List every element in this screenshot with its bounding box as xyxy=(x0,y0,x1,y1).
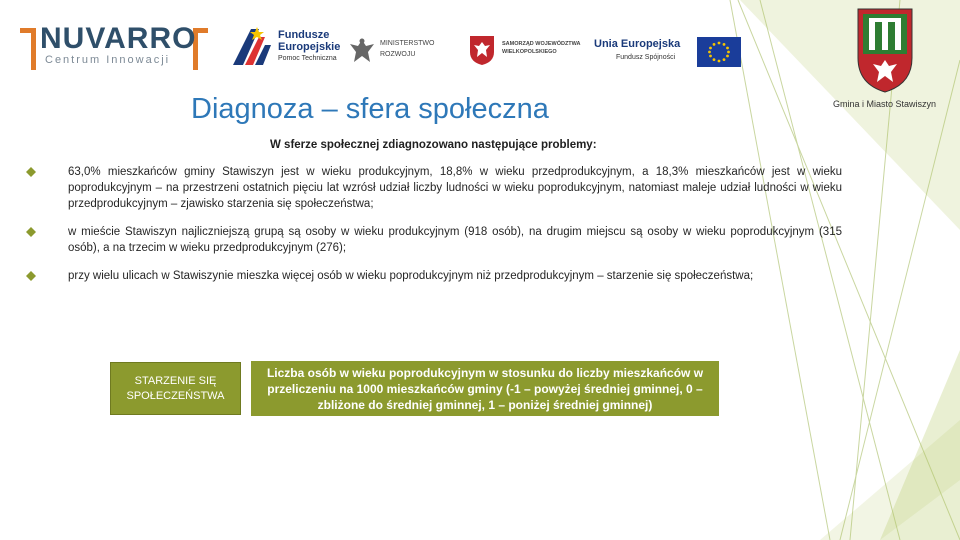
ministerstwo-line2: ROZWOJU xyxy=(380,51,416,58)
ministerstwo-rozwoju-logo xyxy=(348,36,468,68)
unia-subtitle: Fundusz Spójności xyxy=(616,54,676,61)
unia-europejska-logo xyxy=(594,35,739,71)
eu-flag-icon xyxy=(697,37,741,67)
diamond-bullet-icon xyxy=(26,271,36,281)
municipality-caption: Gmina i Miasto Stawiszyn xyxy=(833,99,937,109)
list-item xyxy=(26,224,842,256)
fundusze-title-2: Europejskie xyxy=(278,41,341,53)
indicator-description: Liczba osób w wieku poprodukcyjnym w stosunku do liczby mieszkańców w przeliczeniu na 1000 mieszkańców gminy (-1 – powyżej średniej gminnej, 0 – zbliżone do średniej gminnej, 1 – poniżej średniej gminnej) xyxy=(266,365,704,412)
indicator-description-box xyxy=(251,361,719,416)
fundusze-europejskie-logo xyxy=(233,25,343,65)
stawiszyn-coat-of-arms-icon xyxy=(855,6,915,94)
list-item-text: przy wielu ulicach w Stawiszynie mieszka więcej osób w wieku poprodukcyjnym niż przedprodukcyjnym – starzenie się społeczeństwa; xyxy=(68,270,754,282)
unia-title: Unia Europejska xyxy=(594,38,681,50)
list-item-text: w mieście Stawiszyn najliczniejszą grupą są osoby w wieku produkcyjnym (918 osób), na drugim miejscu są osoby w wieku poprodukcyjnym (315 osób), a na trzecim w wieku przedprodukcyjnym (276); xyxy=(68,226,842,254)
nuvarro-subtitle: Centrum Innowacji xyxy=(45,54,171,66)
problem-list xyxy=(26,164,842,296)
nuvarro-logo xyxy=(18,22,213,72)
list-item-text: 63,0% mieszkańców gminy Stawiszyn jest w wieku produkcyjnym, 18,8% w wieku przedprodukcyjnym, a 18,3% mieszkańców jest w wieku poprodukcyjnym – na przestrzeni ostatnich pięciu lat wzrósł udział liczby ludności w wieku poprodukcyjnym, natomiast maleje udział ludności w wieku przedprodukcyjnym – zjawisko starzenia się społeczeństwa; xyxy=(68,166,842,210)
list-item xyxy=(26,268,842,284)
samorzad-line1: SAMORZĄD WOJEWÓDZTWA xyxy=(502,41,581,47)
page-title: Diagnoza – sfera społeczna xyxy=(191,93,549,125)
polish-eagle-icon xyxy=(348,36,376,66)
category-label-box xyxy=(110,362,241,415)
category-label: STARZENIE SIĘ SPOŁECZEŃSTWA xyxy=(126,374,225,402)
diamond-bullet-icon xyxy=(26,227,36,237)
list-item xyxy=(26,164,842,212)
fundusze-subtitle: Pomoc Techniczna xyxy=(278,55,337,62)
ministerstwo-line1: MINISTERSTWO xyxy=(380,40,435,47)
fundusze-title-1: Fundusze xyxy=(278,29,330,41)
intro-text: W sferze społecznej zdiagnozowano następujące problemy: xyxy=(270,139,597,151)
diamond-bullet-icon xyxy=(26,167,36,177)
samorzad-line2: WIELKOPOLSKIEGO xyxy=(502,49,557,55)
nuvarro-wordmark: NUVARRO xyxy=(40,22,197,55)
red-eagle-shield-icon xyxy=(468,34,496,66)
samorzad-wielkopolski-logo xyxy=(468,34,598,68)
eu-funds-star-icon xyxy=(233,25,273,65)
